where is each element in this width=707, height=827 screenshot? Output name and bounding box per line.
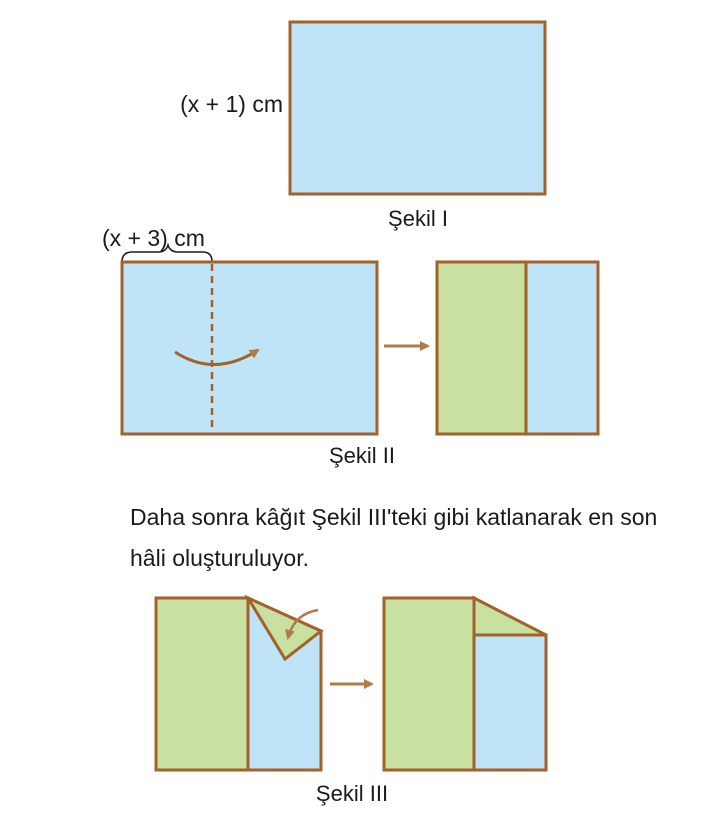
figure2-caption: Şekil II	[328, 443, 396, 468]
folded-triangle-final	[474, 598, 546, 635]
instruction-line-1: Daha sonra kâğıt Şekil III'teki gibi katlanarak en son	[130, 504, 658, 530]
fold-width-label: (x + 3) cm	[102, 225, 205, 251]
figure1-caption: Şekil I	[388, 206, 448, 231]
figure3-caption: Şekil III	[315, 781, 389, 806]
instruction-line-2: hâli oluşturuluyor.	[130, 545, 309, 571]
instruction-paragraph	[130, 497, 700, 579]
sheet-figure2	[122, 262, 377, 434]
remaining-part-figure2	[526, 262, 598, 434]
green-part-left	[156, 598, 248, 770]
blue-part-final	[474, 635, 546, 770]
folded-part-figure2	[437, 262, 526, 434]
height-label: (x + 1) cm	[180, 91, 283, 117]
sheet-figure1	[290, 22, 545, 194]
green-part-final	[384, 598, 474, 770]
